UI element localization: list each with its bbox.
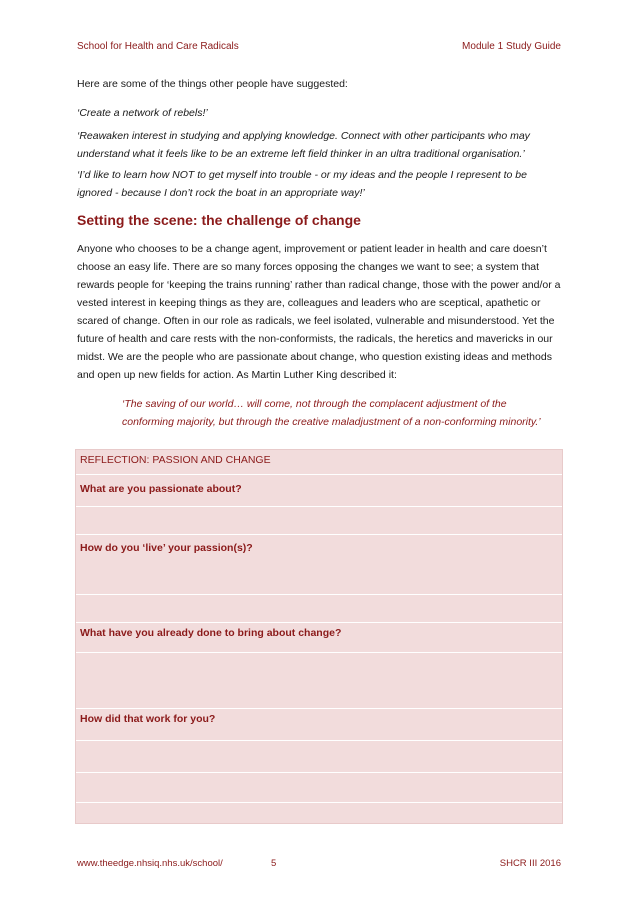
box-divider [76, 474, 562, 475]
footer-url: www.theedge.nhsiq.nhs.uk/school/ [77, 858, 223, 869]
box-divider [76, 534, 562, 535]
box-divider [76, 506, 562, 507]
reflection-box [75, 449, 563, 824]
box-divider [76, 652, 562, 653]
box-divider [76, 622, 562, 623]
footer-page-number: 5 [271, 858, 277, 869]
box-divider [76, 594, 562, 595]
question-passionate: What are you passionate about? [80, 483, 242, 495]
mlk-quote: ‘The saving of our world… will come, not through the complacent adjustment of the conforming majority, but through the creative maladjustment of a non-conforming minority.’ [122, 398, 541, 428]
suggestion-2: ‘Reawaken interest in studying and applying knowledge. Connect with other participants who may understand what it feels like to be an extreme left field thinker in an ultra traditional organisation.’ [77, 130, 530, 160]
question-live-passion: How do you ‘live’ your passion(s)? [80, 542, 253, 554]
intro-paragraph: Here are some of the things other people have suggested: [77, 78, 348, 90]
question-how-work: How did that work for you? [80, 713, 216, 725]
reflection-title: REFLECTION: PASSION AND CHANGE [80, 454, 271, 466]
header-module-title: Module 1 Study Guide [462, 41, 561, 52]
box-divider [76, 708, 562, 709]
box-divider [76, 740, 562, 741]
suggestion-1: ‘Create a network of rebels!’ [77, 107, 208, 119]
header-school-title: School for Health and Care Radicals [77, 41, 239, 52]
section-body: Anyone who chooses to be a change agent, improvement or patient leader in health and care doesn’t choose an easy life. There are so many forces opposing the changes we want to see; a system that rewards people for ‘keeping the trains running’ rather than radical change, those with the power and/or a vested interest in keeping things as they are, colleagues and leaders who are sceptical, apathetic or scared of change. Often in our role as radicals, we feel isolated, vulnerable and misunderstood. Yet the future of health and care rests with the non-conformists, the radicals, the heretics and mavericks in our midst. We are the people who are passionate about change, who question existing ideas and methods and open up new fields for action. As Martin Luther King described it: [77, 243, 561, 381]
section-heading: Setting the scene: the challenge of change [77, 212, 361, 228]
box-divider [76, 802, 562, 803]
suggestion-3: ‘I’d like to learn how NOT to get myself into trouble - or my ideas and the people I represent to be ignored - because I don’t rock the boat in an appropriate way!’ [77, 169, 527, 199]
footer-code: SHCR III 2016 [499, 858, 561, 869]
box-divider [76, 772, 562, 773]
question-change-done: What have you already done to bring about change? [80, 627, 342, 639]
